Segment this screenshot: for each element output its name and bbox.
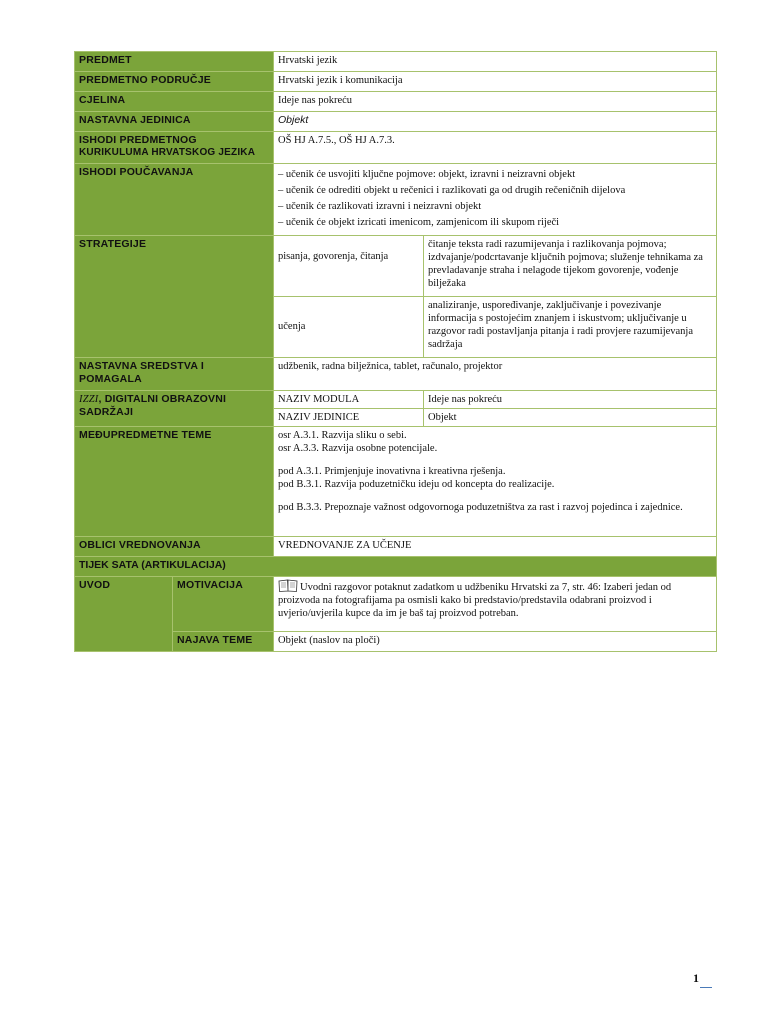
cjelina-value: Ideje nas pokreću	[274, 92, 717, 112]
sredstva-label-line1: NASTAVNA SREDSTVA I	[79, 359, 204, 372]
ishodi-kurikuluma-label-line1: ISHODI PREDMETNOG	[79, 134, 197, 146]
medupredmetne-value	[274, 426, 717, 536]
row-cjelina	[75, 92, 717, 112]
strategija-desc: analiziranje, uspoređivanje, zaključivanje i povezivanje informacija s postojećim znanjem i iskustvom; uključivanje u razgovor radi postavljanja pitanja i radi provjere razumijevanja sadržaja	[424, 296, 717, 357]
izzi-key: NAZIV JEDINICE	[274, 408, 424, 426]
strategija-name: učenja	[274, 296, 424, 357]
row-ishodi-poucavanja	[75, 164, 717, 236]
medupredmetna-tema: pod A.3.1. Primjenjuje inovativna i kreativna rješenja.	[278, 466, 506, 477]
izzi-label	[75, 390, 274, 426]
page-number: 1	[693, 971, 699, 985]
cjelina-label: CJELINA	[75, 92, 274, 112]
ishodi-poucavanja-list-cell	[274, 164, 717, 236]
row-medupredmetne	[75, 426, 717, 536]
row-motivacija	[75, 576, 717, 631]
izzi-key: NAZIV MODULA	[274, 390, 424, 408]
ishodi-kurikuluma-value: OŠ HJ A.7.5., OŠ HJ A.7.3.	[274, 132, 717, 164]
ishodi-kurikuluma-label	[75, 132, 274, 164]
strategija-desc: čitanje teksta radi razumijevanja i razlikovanja pojmova; izdvajanje/podcrtavanje ključnih pojmova; služenje tehnikama za prevladavanje straha i nelagode tijekom govorenje, vođenje bilježaka	[424, 235, 717, 296]
oblici-value: VREDNOVANJE ZA UČENJE	[274, 536, 717, 556]
row-predmet	[75, 52, 717, 72]
row-oblici	[75, 536, 717, 556]
motivacija-value: Uvodni razgovor potaknut zadatkom u udžbeniku Hrvatski za 7, str. 46: Izaberi jedan od proizvoda na fotografijama pa osmisli kako bi predstavio/predstavila odabrani proizvod i uvjerio/uvjerila kupce da im je baš taj proizvod potreban.	[278, 581, 672, 619]
row-ishodi-kurikuluma	[75, 132, 717, 164]
medupredmetna-tema: osr A.3.3. Razvija osobne potencijale.	[278, 442, 438, 454]
medupredmetne-label: MEĐUPREDMETNE TEME	[75, 426, 274, 536]
podrucje-label: PREDMETNO PODRUČJE	[75, 72, 274, 92]
book-icon	[278, 579, 298, 592]
lesson-plan-table	[74, 51, 717, 652]
uvod-label: UVOD	[75, 576, 173, 651]
sredstva-label	[75, 357, 274, 390]
medupredmetna-tema: pod B.3.1. Razvija poduzetničku ideju od koncepta do realizacije.	[278, 479, 555, 491]
ishodi-kurikuluma-label-line2: KURIKULUMA HRVATSKOG JEZIKA	[79, 147, 256, 159]
strategija-name: pisanja, govorenja, čitanja	[274, 235, 424, 296]
jedinica-value: Objekt	[274, 112, 717, 132]
motivacija-label: MOTIVACIJA	[173, 576, 274, 631]
row-tijek	[75, 556, 717, 576]
podrucje-value: Hrvatski jezik i komunikacija	[274, 72, 717, 92]
row-izzi-1	[75, 390, 717, 408]
page-number-underline	[700, 987, 712, 988]
izzi-label-rest: , DIGITALNI OBRAZOVNI	[98, 392, 227, 405]
sredstva-label-line2: POMAGALA	[79, 372, 142, 385]
ishod-item: – učenik će usvojiti ključne pojmove: objekt, izravni i neizravni objekt	[278, 168, 712, 181]
izzi-label-line2: SADRŽAJI	[79, 405, 134, 418]
strategije-label: STRATEGIJE	[75, 235, 274, 357]
row-jedinica	[75, 112, 717, 132]
ishodi-poucavanja-list	[278, 168, 712, 230]
predmet-value: Hrvatski jezik	[274, 52, 717, 72]
ishod-item: – učenik će odrediti objekt u rečenici i razlikovati ga od drugih rečeničnih dijelova	[278, 184, 712, 197]
jedinica-label: NASTAVNA JEDINICA	[75, 112, 274, 132]
najava-label: NAJAVA TEME	[173, 631, 274, 651]
row-podrucje	[75, 72, 717, 92]
ishodi-poucavanja-label: ISHODI POUČAVANJA	[75, 164, 274, 236]
izzi-value: Ideje nas pokreću	[424, 390, 717, 408]
ishod-item: – učenik će razlikovati izravni i neizravni objekt	[278, 200, 712, 213]
predmet-label: PREDMET	[75, 52, 274, 72]
medupredmetna-tema: osr A.3.1. Razvija sliku o sebi.	[278, 429, 407, 441]
row-sredstva	[75, 357, 717, 390]
sredstva-value: udžbenik, radna bilježnica, tablet, računalo, projektor	[274, 357, 717, 390]
oblici-label: OBLICI VREDNOVANJA	[75, 536, 274, 556]
tijek-heading: TIJEK SATA (ARTIKULACIJA)	[75, 556, 717, 576]
izzi-value: Objekt	[424, 408, 717, 426]
row-strategije-1	[75, 235, 717, 296]
motivacija-value-cell	[274, 576, 717, 631]
medupredmetna-tema: pod B.3.3. Prepoznaje važnost odgovornoga poduzetništva za rast i razvoj pojedinca i zajednice.	[278, 502, 683, 514]
izzi-label-italic: IZZI	[79, 393, 99, 405]
ishod-item: – učenik će objekt izricati imenicom, zamjenicom ili skupom riječi	[278, 216, 712, 229]
najava-value: Objekt (naslov na ploči)	[274, 631, 717, 651]
